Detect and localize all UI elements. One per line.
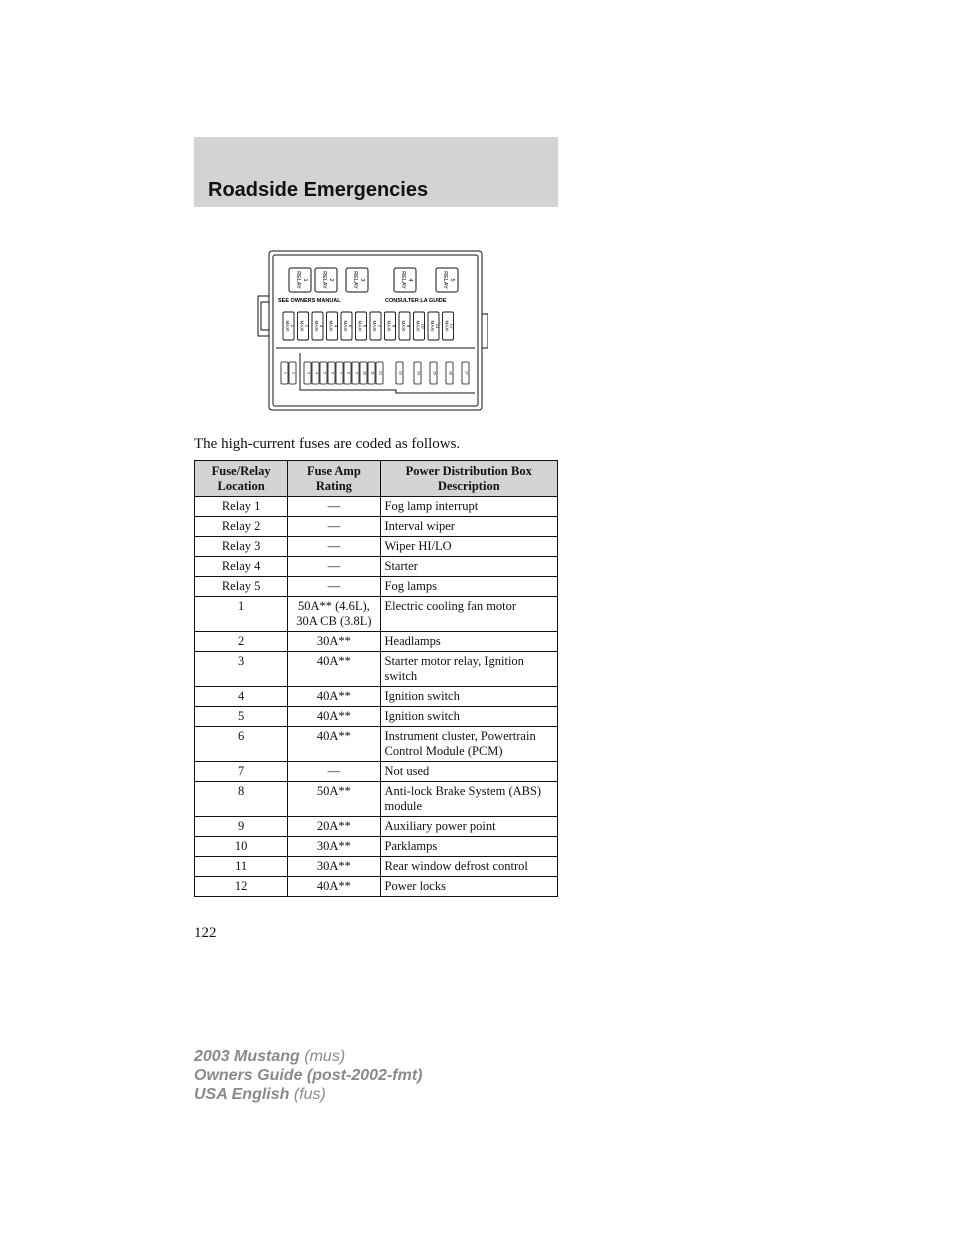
maxi-fuse-label: MAXI (314, 320, 319, 332)
cell-location: 3 (195, 652, 288, 687)
cell-rating: 40A** (288, 877, 380, 897)
maxi-fuse-label: MAXI (299, 320, 305, 332)
maxi-fuse-row (283, 312, 455, 340)
relay-number: 2 (328, 278, 334, 282)
table-row (195, 652, 558, 687)
fuse-box-svg (256, 250, 488, 414)
cell-location: 10 (195, 837, 288, 857)
cell-location: 6 (195, 727, 288, 762)
maxi-fuse-number: 10 (420, 323, 426, 329)
cell-rating: — (288, 497, 380, 517)
maxi-fuse-label: MAXI (343, 320, 348, 332)
diagram-banner-right: CONSULTER LA GUIDE (385, 298, 447, 304)
mini-fuse-number: 17 (464, 371, 469, 375)
relay-row (289, 268, 458, 292)
cell-location: Relay 4 (195, 557, 288, 577)
cell-description: Ignition switch (380, 687, 558, 707)
table-row (195, 727, 558, 762)
cell-rating: 20A** (288, 817, 380, 837)
cell-location: 11 (195, 857, 288, 877)
cell-rating: — (288, 762, 380, 782)
intro-text: The high-current fuses are coded as follows. (194, 436, 461, 452)
footer-guide: Owners Guide (post-2002-fmt) (194, 1067, 423, 1084)
maxi-fuse-label: MAXI (386, 320, 392, 332)
cell-rating: 50A** (288, 782, 380, 817)
cell-description: Anti-lock Brake System (ABS) module (380, 782, 558, 817)
table-row (195, 707, 558, 727)
cell-description: Not used (380, 762, 558, 782)
mini-fuse-number: 1 (283, 372, 288, 374)
cell-location: 8 (195, 782, 288, 817)
mini-fuse-number: 5 (322, 372, 327, 374)
mini-fuse-number: 7 (338, 372, 343, 374)
column-header-rating: Fuse Amp Rating (288, 461, 380, 497)
cell-description: Fog lamp interrupt (380, 497, 558, 517)
mini-fuse-number: 10 (362, 371, 367, 375)
cell-location: 1 (195, 597, 288, 632)
maxi-fuse-label: MAXI (372, 320, 377, 332)
cell-rating: 40A** (288, 707, 380, 727)
cell-location: 4 (195, 687, 288, 707)
maxi-fuse-number: 5 (348, 324, 353, 328)
cell-description: Starter motor relay, Ignition switch (380, 652, 558, 687)
maxi-fuse-number: 12 (449, 323, 455, 329)
footer-line-3 (194, 1085, 422, 1104)
cell-description: Fog lamps (380, 577, 558, 597)
maxi-fuse-number: 4 (333, 324, 339, 328)
mini-fuse-number: 12 (378, 371, 383, 375)
table-row (195, 687, 558, 707)
page-number: 122 (194, 925, 217, 941)
document-footer (194, 1047, 422, 1104)
section-header-band (194, 137, 558, 207)
cell-location: Relay 5 (195, 577, 288, 597)
maxi-fuse-number: 1 (290, 324, 295, 328)
cell-description: Electric cooling fan motor (380, 597, 558, 632)
mini-fuse-number: 8 (346, 372, 351, 374)
footer-model: 2003 Mustang (194, 1048, 300, 1065)
section-title: Roadside Emergencies (208, 179, 429, 201)
footer-line-2 (194, 1066, 422, 1085)
column-header-location: Fuse/Relay Location (195, 461, 288, 497)
cell-location: Relay 3 (195, 537, 288, 557)
maxi-fuse-label: MAXI (430, 320, 435, 332)
maxi-fuse-number: 6 (362, 324, 368, 328)
footer-language-code: (fus) (293, 1086, 326, 1103)
cell-description: Auxiliary power point (380, 817, 558, 837)
cell-rating: 30A** (288, 837, 380, 857)
maxi-fuse-number: 7 (377, 324, 382, 328)
diagram-banner-left: SEE OWNERS MANUAL (278, 298, 341, 304)
table-row (195, 837, 558, 857)
table-row (195, 632, 558, 652)
mini-fuse-number: 14 (416, 371, 421, 375)
cell-description: Ignition switch (380, 707, 558, 727)
footer-line-1 (194, 1047, 422, 1066)
cell-description: Wiper HI/LO (380, 537, 558, 557)
cell-rating: 30A** (288, 632, 380, 652)
column-header-description: Power Distribution Box Description (380, 461, 558, 497)
cell-rating: 30A** (288, 857, 380, 877)
maxi-fuse-label: MAXI (401, 320, 406, 332)
table-row (195, 597, 558, 632)
table-row (195, 497, 558, 517)
mini-fuse-number: 4 (314, 372, 319, 374)
cell-location: 7 (195, 762, 288, 782)
mini-fuse-number: 9 (354, 372, 359, 374)
cell-location: 2 (195, 632, 288, 652)
mini-fuse-row (281, 362, 469, 384)
cell-location: Relay 2 (195, 517, 288, 537)
mini-fuse-number: 2 (291, 372, 296, 374)
mini-fuse-number: 6 (330, 372, 335, 374)
relay-number: 5 (449, 278, 455, 282)
maxi-fuse-number: 3 (319, 324, 324, 328)
cell-location: 5 (195, 707, 288, 727)
maxi-fuse-label: MAXI (444, 320, 450, 332)
relay-label: RELAY (295, 271, 301, 289)
cell-description: Instrument cluster, Powertrain Control Module (PCM) (380, 727, 558, 762)
cell-rating: 50A** (4.6L), 30A CB (3.8L) (288, 597, 380, 632)
relay-label: RELAY (442, 271, 448, 289)
table-row (195, 537, 558, 557)
footer-language: USA English (194, 1086, 290, 1103)
mini-fuse-number: 3 (306, 372, 311, 374)
cell-rating: — (288, 577, 380, 597)
cell-rating: 40A** (288, 652, 380, 687)
cell-description: Starter (380, 557, 558, 577)
cell-description: Power locks (380, 877, 558, 897)
maxi-fuse-number: 11 (435, 323, 440, 329)
table-row (195, 782, 558, 817)
fuse-box-diagram (256, 250, 488, 419)
table-row (195, 557, 558, 577)
maxi-fuse-number: 8 (391, 324, 397, 328)
table-row (195, 877, 558, 897)
maxi-fuse-label: MAXI (357, 320, 363, 332)
cell-rating: 40A** (288, 687, 380, 707)
cell-description: Rear window defrost control (380, 857, 558, 877)
cell-location: Relay 1 (195, 497, 288, 517)
maxi-fuse-number: 9 (406, 324, 411, 328)
table-row (195, 762, 558, 782)
mini-fuse-number: 16 (448, 371, 453, 375)
relay-label: RELAY (400, 271, 406, 289)
cell-description: Interval wiper (380, 517, 558, 537)
cell-rating: — (288, 537, 380, 557)
mini-fuse-number: 15 (432, 371, 437, 375)
relay-number: 3 (359, 278, 365, 282)
relay-number: 4 (407, 278, 413, 282)
fuse-table (194, 460, 558, 897)
cell-location: 12 (195, 877, 288, 897)
cell-rating: — (288, 557, 380, 577)
footer-model-code: (mus) (304, 1048, 346, 1065)
maxi-fuse-label: MAXI (285, 320, 290, 332)
maxi-fuse-number: 2 (304, 324, 310, 328)
mini-fuse-number: 11 (370, 371, 375, 375)
cell-rating: 40A** (288, 727, 380, 762)
table-header-row (195, 461, 558, 497)
table-row (195, 857, 558, 877)
maxi-fuse-label: MAXI (415, 320, 421, 332)
cell-description: Headlamps (380, 632, 558, 652)
table-row (195, 517, 558, 537)
cell-location: 9 (195, 817, 288, 837)
cell-description: Parklamps (380, 837, 558, 857)
cell-rating: — (288, 517, 380, 537)
table-row (195, 577, 558, 597)
relay-label: RELAY (321, 271, 327, 289)
relay-number: 1 (302, 278, 308, 282)
table-row (195, 817, 558, 837)
mini-fuse-number: 13 (398, 371, 403, 375)
relay-label: RELAY (352, 271, 358, 289)
maxi-fuse-label: MAXI (328, 320, 334, 332)
